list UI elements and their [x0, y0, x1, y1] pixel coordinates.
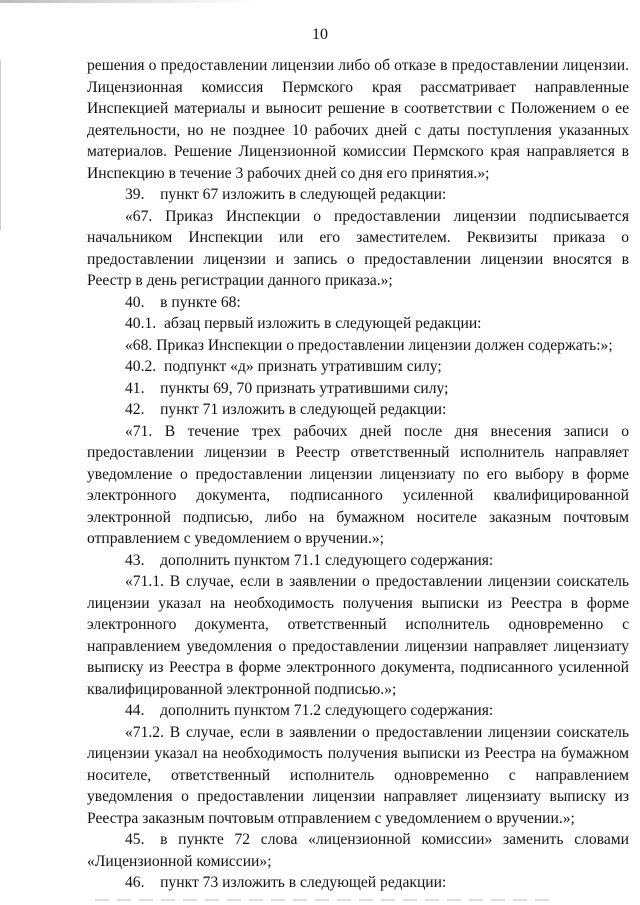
- paragraph-quote-67: «67. Приказ Инспекции о предоставлении лицензии подписывается начальником Инспекции или его заместителем. Реквизиты приказа о предоставлении лицензии и запись о предоставлении лицензии вносятся в Реестр в день регистрации данного приказа.»;: [87, 207, 629, 289]
- paragraph-item-39: 39. пункт 67 изложить в следующей редакции:: [125, 186, 447, 203]
- document-body: [87, 55, 629, 894]
- paragraph-quote-71-1: «71.1. В случае, если в заявлении о предоставлении лицензии соискатель лицензии указал на необходимость получения выписки из Реестра в форме электронного документа, ответственный исполнитель одновременно с направлением уведомления о предоставлении лицензии направляет лицензиату выписку из Реестра в форме электронного документа, подписанного усиленной квалифицированной электронной подписью.»;: [87, 573, 629, 698]
- paragraph-item-46: 46. пункт 73 изложить в следующей редакции:: [125, 874, 447, 891]
- paragraph-item-40-2: 40.2. подпункт «д» признать утратившим силу;: [125, 358, 442, 375]
- paragraph-item-44: 44. дополнить пунктом 71.2 следующего содержания:: [125, 702, 494, 719]
- scan-edge-top: [0, 0, 260, 3]
- page-number: 10: [312, 26, 328, 43]
- paragraph-continuation: решения о предоставлении лицензии либо об отказе в предоставлении лицензии. Лицензионная комиссия Пермского края рассматривает направленные Инспекцией материалы и выносит решение в соответствии с Положением о ее деятельности, но не позднее 10 рабочих дней с даты поступления указанных материалов. Решение Лицензионной комиссии Пермского края направляется в Инспекцию в течение 3 рабочих дней со дня его принятия.»;: [87, 57, 629, 182]
- paragraph-item-43: 43. дополнить пунктом 71.1 следующего содержания:: [125, 551, 494, 569]
- paragraph-quote-71: «71. В течение трех рабочих дней после дня внесения записи о предоставлении лицензии в Реестр ответственный исполнитель направляет уведомление о предоставлении лицензии лицензиату по его выбору в форме электронного документа, подписанного усиленной квалифицированной электронной подписью, либо на бумажном носителе заказным почтовым отправлением с уведомлением о вручении.»;: [87, 422, 629, 547]
- paragraph-item-45: 45. в пункте 72 слова «лицензионной комиссии» заменить словами «Лицензионной комиссии»;: [87, 831, 629, 870]
- paragraph-item-40-1: 40.1. абзац первый изложить в следующей редакции:: [125, 315, 482, 332]
- paragraph-item-40: 40. в пункте 68:: [125, 293, 241, 311]
- paragraph-item-42: 42. пункт 71 изложить в следующей редакции:: [125, 401, 447, 418]
- scan-edge-bottom: [95, 899, 555, 901]
- paragraph-quote-71-2: «71.2. В случае, если в заявлении о предоставлении лицензии соискатель лицензии указал на необходимость получения выписки из Реестра на бумажном носителе, ответственный исполнитель одновременно с направлением уведомления о предоставлении лицензии направляет лицензиату выписку из Реестра заказным почтовым отправлением с уведомлением о вручении.»;: [87, 723, 629, 827]
- paragraph-item-41: 41. пункты 69, 70 признать утратившими силу;: [125, 379, 449, 397]
- scan-edge-left: [0, 60, 5, 230]
- paragraph-quote-68: «68. Приказ Инспекции о предоставлении лицензии должен содержать:»;: [125, 336, 613, 354]
